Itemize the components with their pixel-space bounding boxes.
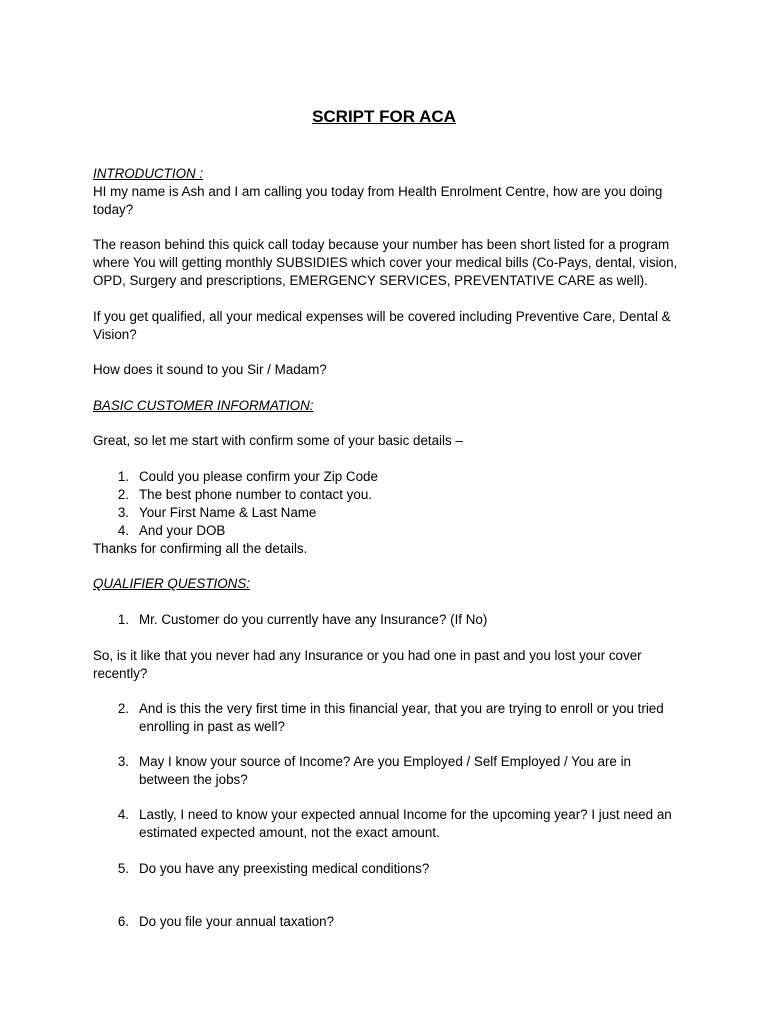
list-number: 4. [117, 523, 129, 538]
list-text: Could you please confirm your Zip Code [139, 469, 378, 484]
list-text: And is this the very first time in this financial year, that you are trying to enroll or you tried enrolling in past as well? [139, 701, 664, 734]
list-number: 5. [117, 861, 129, 876]
introduction-reason-paragraph: The reason behind this quick call today because your number has been short listed for a program where You will getting monthly SUBSIDIES which cover your medical bills (Co-Pays, dental, vision, OPD, Surgery and prescriptions, EMERGENCY SERVICES, PREVENTATIVE CARE as well). [93, 237, 681, 288]
basic-info-heading: BASIC CUSTOMER INFORMATION: [93, 398, 314, 413]
introduction-heading: INTRODUCTION : [93, 166, 204, 181]
introduction-qualified-paragraph: If you get qualified, all your medical expenses will be covered including Preventive Care, Dental & Vision? [93, 309, 675, 342]
list-number: 1. [117, 612, 129, 627]
introduction-question: How does it sound to you Sir / Madam? [93, 362, 327, 377]
list-text: Mr. Customer do you currently have any Insurance? (If No) [139, 612, 488, 627]
document-title: SCRIPT FOR ACA [312, 107, 456, 126]
list-number: 4. [117, 807, 129, 822]
list-text: Do you file your annual taxation? [139, 914, 335, 929]
list-number: 2. [117, 487, 129, 502]
list-text: Do you have any preexisting medical conditions? [139, 861, 430, 876]
list-number: 2. [117, 701, 129, 716]
basic-info-lead: Great, so let me start with confirm some of your basic details – [93, 433, 463, 448]
qualifier-heading: QUALIFIER QUESTIONS: [93, 576, 250, 591]
qualifier-followup: So, is it like that you never had any Insurance or you had one in past and you lost your cover recently? [93, 648, 646, 681]
list-text: Lastly, I need to know your expected annual Income for the upcoming year? I just need an estimated expected amount, not the exact amount. [139, 807, 672, 840]
list-number: 1. [117, 469, 129, 484]
basic-info-thanks: Thanks for confirming all the details. [93, 541, 308, 556]
introduction-greeting: HI my name is Ash and I am calling you today from Health Enrolment Centre, how are you doing today? [93, 184, 667, 217]
list-number: 6. [117, 914, 129, 929]
list-text: The best phone number to contact you. [139, 487, 372, 502]
list-number: 3. [117, 505, 129, 520]
list-number: 3. [117, 754, 129, 769]
list-text: May I know your source of Income? Are you Employed / Self Employed / You are in between the jobs? [139, 754, 631, 787]
list-text: And your DOB [139, 523, 226, 538]
list-text: Your First Name & Last Name [139, 505, 317, 520]
